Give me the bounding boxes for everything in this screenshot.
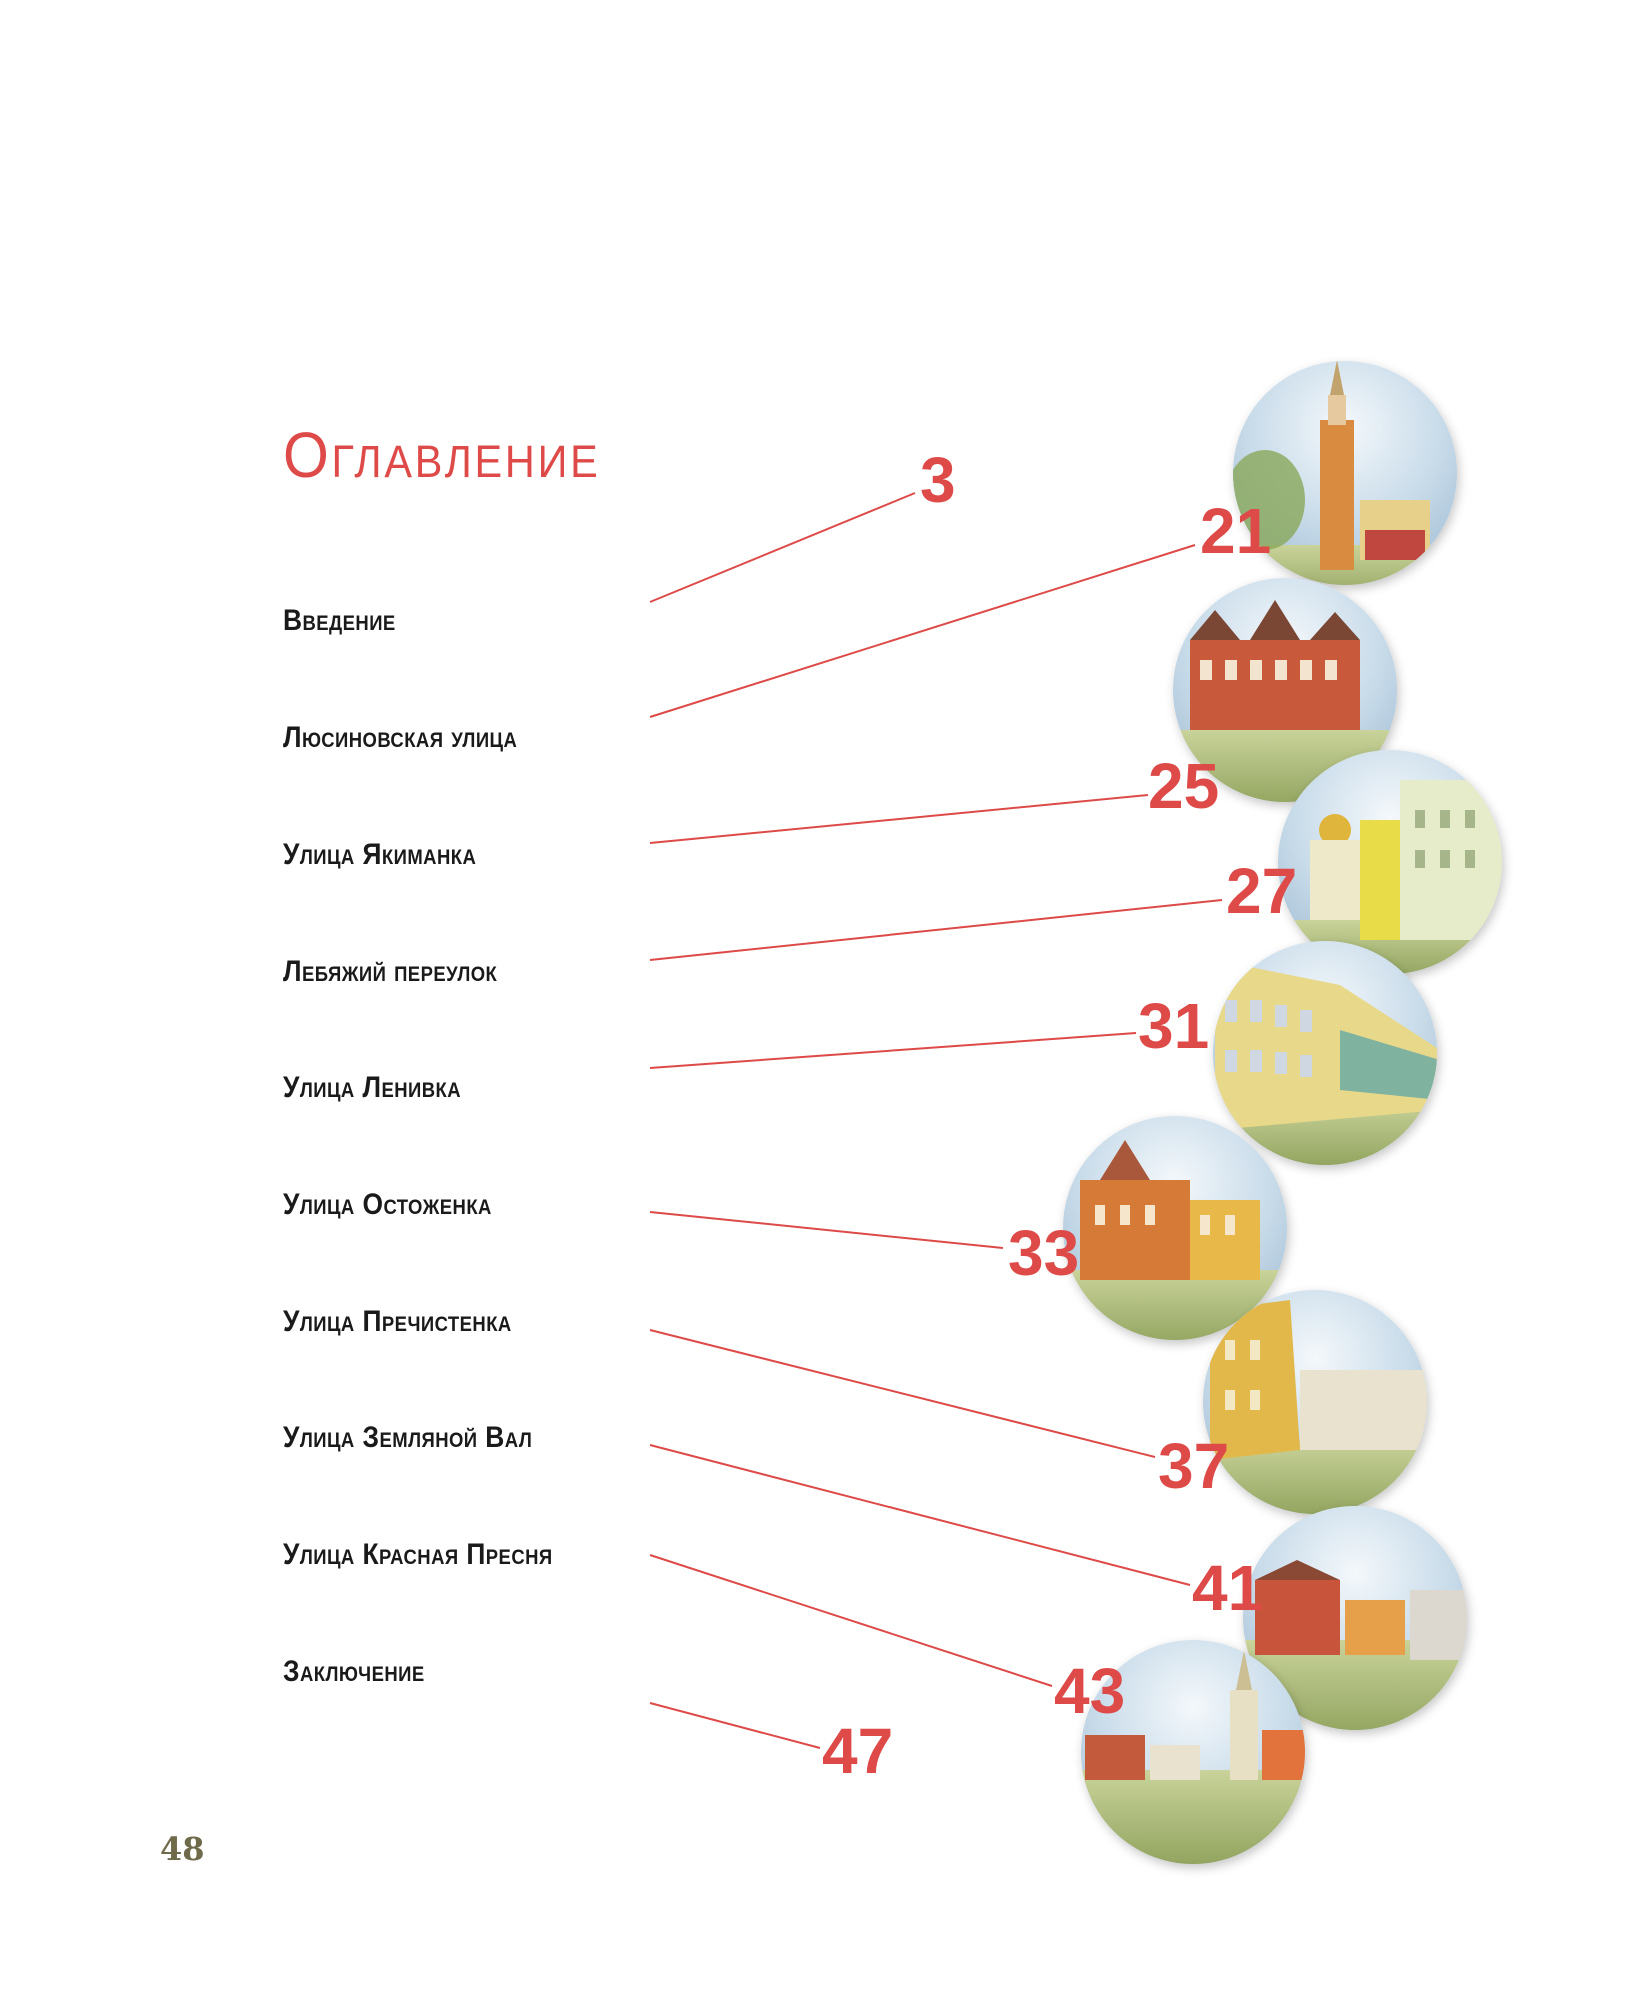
toc-entry-label[interactable]: Введение	[283, 604, 396, 637]
toc-entry-label[interactable]: Улица Пречистенка	[283, 1305, 512, 1338]
toc-entry-label[interactable]: Заключение	[283, 1655, 425, 1688]
leader-line	[650, 795, 1148, 843]
illustration-circle-6	[1203, 1290, 1433, 1520]
leader-line	[650, 1445, 1190, 1585]
toc-entry-label[interactable]: Улица Земляной Вал	[283, 1421, 533, 1454]
page-folio: 48	[160, 1830, 205, 1868]
illustration-circle-4	[1213, 941, 1443, 1170]
leader-line	[650, 900, 1222, 960]
toc-page-number[interactable]: 31	[1138, 990, 1210, 1062]
toc-page-number[interactable]: 25	[1148, 750, 1220, 822]
leader-line	[650, 1703, 820, 1748]
leader-line	[650, 1330, 1155, 1457]
toc-entry-label[interactable]: Люсиновская улица	[283, 721, 518, 754]
toc-entry-label[interactable]: Улица Ленивка	[283, 1071, 462, 1104]
toc-page-number[interactable]: 21	[1200, 495, 1272, 567]
leader-line	[650, 1212, 1003, 1248]
toc-entry-label[interactable]: Улица Красная Пресня	[283, 1538, 553, 1571]
leader-line	[650, 1033, 1136, 1068]
toc-entry-label[interactable]: Лебяжий переулок	[283, 955, 498, 988]
page-title: Оглавление	[283, 419, 601, 491]
toc-entry-label[interactable]: Улица Остоженка	[283, 1188, 492, 1221]
toc-page-number[interactable]: 43	[1054, 1655, 1126, 1727]
toc-page-number[interactable]: 3	[920, 444, 956, 516]
toc-entry-label[interactable]: Улица Якиманка	[283, 838, 477, 871]
toc-leader-lines	[650, 493, 1222, 1748]
leader-line	[650, 1555, 1052, 1686]
illustration-circle-1	[1225, 360, 1463, 605]
leader-line	[650, 493, 915, 602]
toc-page-number[interactable]: 41	[1192, 1552, 1264, 1624]
toc-page-number[interactable]: 47	[822, 1715, 894, 1787]
toc-page-number[interactable]: 27	[1226, 855, 1298, 927]
toc-page-number[interactable]: 37	[1158, 1430, 1230, 1502]
leader-line	[650, 545, 1195, 717]
toc-page-number[interactable]: 33	[1008, 1217, 1080, 1289]
